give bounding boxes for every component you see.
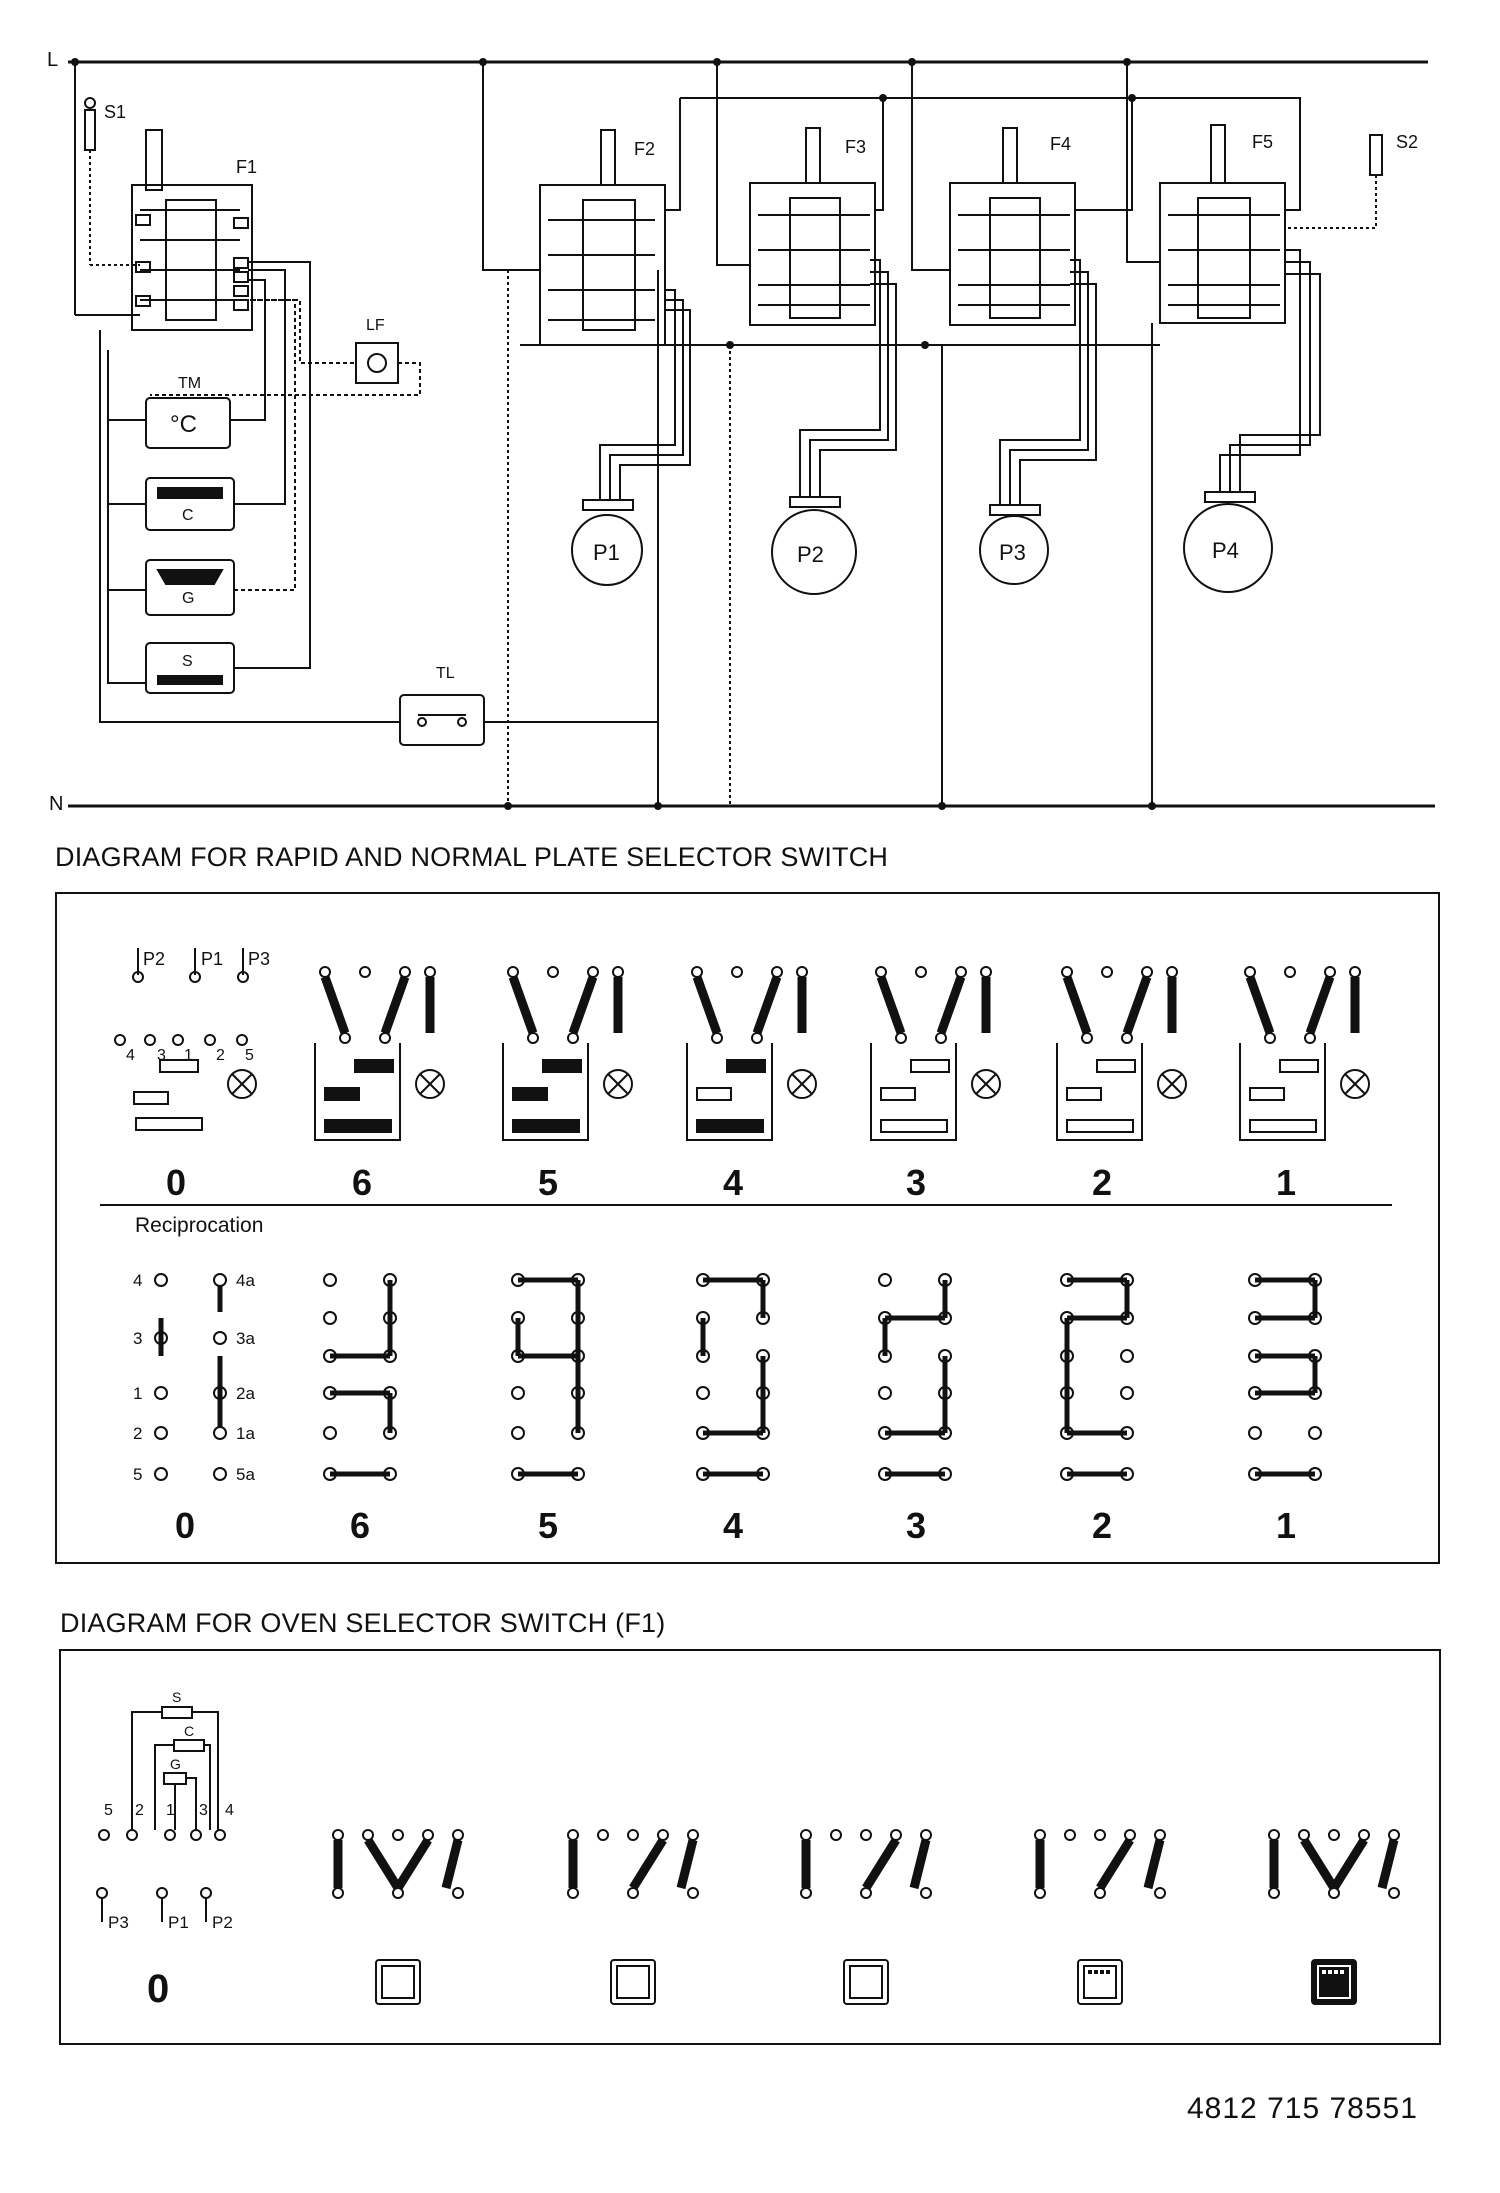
plate-selector-frame: [56, 893, 1439, 1563]
svg-text:F5: F5: [1252, 132, 1274, 152]
oven-reference-diagram: [97, 1689, 234, 2011]
svg-text:P2: P2: [212, 1913, 233, 1932]
svg-text:P1: P1: [201, 949, 224, 969]
svg-text:5: 5: [133, 1465, 143, 1484]
reciprocation-position-number: 2: [1092, 1505, 1113, 1546]
plate-position-diagram: [503, 967, 632, 1140]
s1-label: S1: [104, 102, 127, 122]
plate-selector-title: DIAGRAM FOR RAPID AND NORMAL PLATE SELECTOR SWITCH: [55, 842, 889, 872]
document-number: 4812 715 78551: [1187, 2092, 1418, 2125]
svg-text:F4: F4: [1050, 134, 1072, 154]
oven-mode-icon: [844, 1960, 888, 2004]
oven-mode-icon: [1312, 1960, 1356, 2004]
element-g: [146, 560, 234, 615]
reciprocation-diagram: [879, 1274, 951, 1480]
plate-position-number: 4: [723, 1162, 744, 1203]
oven-position-diagram: [333, 1830, 463, 2004]
svg-text:P1: P1: [168, 1913, 189, 1932]
svg-text:1: 1: [166, 1802, 175, 1819]
svg-text:1: 1: [133, 1384, 143, 1403]
plate-p1: [572, 290, 690, 585]
svg-text:4: 4: [133, 1271, 143, 1290]
reciprocation-position-diagrams: [324, 1274, 1321, 1480]
svg-text:P4: P4: [1212, 538, 1239, 563]
oven-mode-icon: [376, 1960, 420, 2004]
oven-mode-icon: [1078, 1960, 1122, 2004]
tl-thermostat: [400, 695, 484, 745]
f1-switch: [132, 130, 257, 330]
reciprocation-position-number: 6: [350, 1505, 371, 1546]
f3-switch: [750, 128, 875, 325]
svg-text:1: 1: [184, 1047, 193, 1064]
live-label: L: [47, 49, 59, 71]
reciprocation-position-number: 4: [723, 1505, 744, 1546]
plate-p4: [1184, 250, 1320, 592]
svg-text:2: 2: [216, 1047, 225, 1064]
oven-position-diagrams: [333, 1830, 1399, 2004]
plate-position-number: 6: [352, 1162, 373, 1203]
wiring-schematic: [0, 0, 1500, 820]
svg-text:P3: P3: [248, 949, 271, 969]
oven-position-diagram: [1269, 1830, 1399, 2004]
plate-position-number: 0: [166, 1162, 187, 1203]
oven-position-diagram: [1035, 1830, 1165, 2004]
lf-lamp: [356, 343, 398, 383]
reciprocation-position-number: 0: [175, 1505, 196, 1546]
reciprocation-position-number: 3: [906, 1505, 927, 1546]
f4-switch: [950, 128, 1075, 325]
oven-position-diagram: [568, 1830, 698, 2004]
reciprocation-diagram: [1061, 1274, 1133, 1480]
plate-p3: [980, 260, 1096, 584]
svg-text:5: 5: [245, 1047, 254, 1064]
svg-text:F2: F2: [634, 139, 656, 159]
reciprocation-position-number: 1: [1276, 1505, 1297, 1546]
svg-text:C: C: [182, 507, 194, 524]
reciprocation-diagram: [697, 1274, 769, 1480]
plate-position-diagram: [315, 967, 444, 1140]
oven-position-diagram: [801, 1830, 931, 2004]
svg-text:5: 5: [104, 1802, 113, 1819]
svg-text:3: 3: [199, 1802, 208, 1819]
svg-text:4: 4: [126, 1047, 135, 1064]
svg-text:3: 3: [133, 1329, 143, 1348]
svg-text:2: 2: [133, 1424, 143, 1443]
svg-text:2: 2: [135, 1802, 144, 1819]
plate-position-number: 2: [1092, 1162, 1113, 1203]
svg-text:P3: P3: [108, 1913, 129, 1932]
plate-position-diagram: [871, 967, 1000, 1140]
tm-symbol: °C: [170, 411, 197, 438]
plate-position-number: 3: [906, 1162, 927, 1203]
svg-text:P2: P2: [797, 542, 824, 567]
svg-text:S: S: [172, 1689, 182, 1705]
plate-position-number: 5: [538, 1162, 559, 1203]
svg-text:P1: P1: [593, 540, 620, 565]
s2-switch: [1370, 135, 1382, 175]
svg-text:3a: 3a: [236, 1329, 255, 1348]
reciprocation-diagram: [1249, 1274, 1321, 1480]
svg-text:2a: 2a: [236, 1384, 255, 1403]
f1-label: F1: [236, 157, 258, 177]
svg-text:F3: F3: [845, 137, 867, 157]
svg-text:G: G: [182, 590, 195, 607]
plate-position-diagrams: [315, 967, 1369, 1140]
svg-text:C: C: [184, 1723, 195, 1739]
svg-text:1a: 1a: [236, 1424, 255, 1443]
oven-ref-terminals: [99, 1802, 234, 1840]
plate-position-numerals: [166, 1162, 1296, 1203]
s1-switch: [85, 110, 95, 150]
oven-selector-frame: [60, 1650, 1440, 2044]
plate-position-number: 1: [1276, 1162, 1297, 1203]
f5-switch: [1160, 125, 1285, 323]
reciprocation-label: Reciprocation: [135, 1214, 264, 1237]
svg-text:S: S: [182, 653, 193, 670]
reciprocation-diagram: [512, 1274, 584, 1480]
oven-mode-icon: [611, 1960, 655, 2004]
plate-position-diagram: [1057, 967, 1186, 1140]
s2-label: S2: [1396, 132, 1419, 152]
svg-text:3: 3: [157, 1047, 166, 1064]
plate-position-diagram: [687, 967, 816, 1140]
plate-reference-diagram: [115, 948, 270, 1130]
oven-selector-title: DIAGRAM FOR OVEN SELECTOR SWITCH (F1): [60, 1608, 666, 1638]
reciprocation-reference: [133, 1271, 255, 1484]
lf-label: LF: [366, 317, 385, 334]
reciprocation-position-numerals: [175, 1505, 1296, 1546]
svg-text:4a: 4a: [236, 1271, 255, 1290]
reciprocation-diagram: [324, 1274, 396, 1480]
tm-label: TM: [178, 375, 202, 392]
element-s: [146, 643, 234, 693]
element-c: [146, 478, 234, 530]
svg-text:5a: 5a: [236, 1465, 255, 1484]
plate-position-diagram: [1240, 967, 1369, 1140]
svg-text:G: G: [170, 1756, 181, 1772]
neutral-label: N: [49, 793, 64, 815]
oven-position-zero: 0: [147, 1967, 170, 2011]
svg-text:P3: P3: [999, 540, 1026, 565]
s1-lamp-symbol: [85, 98, 95, 108]
f2-switch: [540, 130, 665, 345]
reciprocation-position-number: 5: [538, 1505, 559, 1546]
tl-label: TL: [436, 665, 455, 682]
svg-text:4: 4: [225, 1802, 234, 1819]
svg-text:P2: P2: [143, 949, 166, 969]
